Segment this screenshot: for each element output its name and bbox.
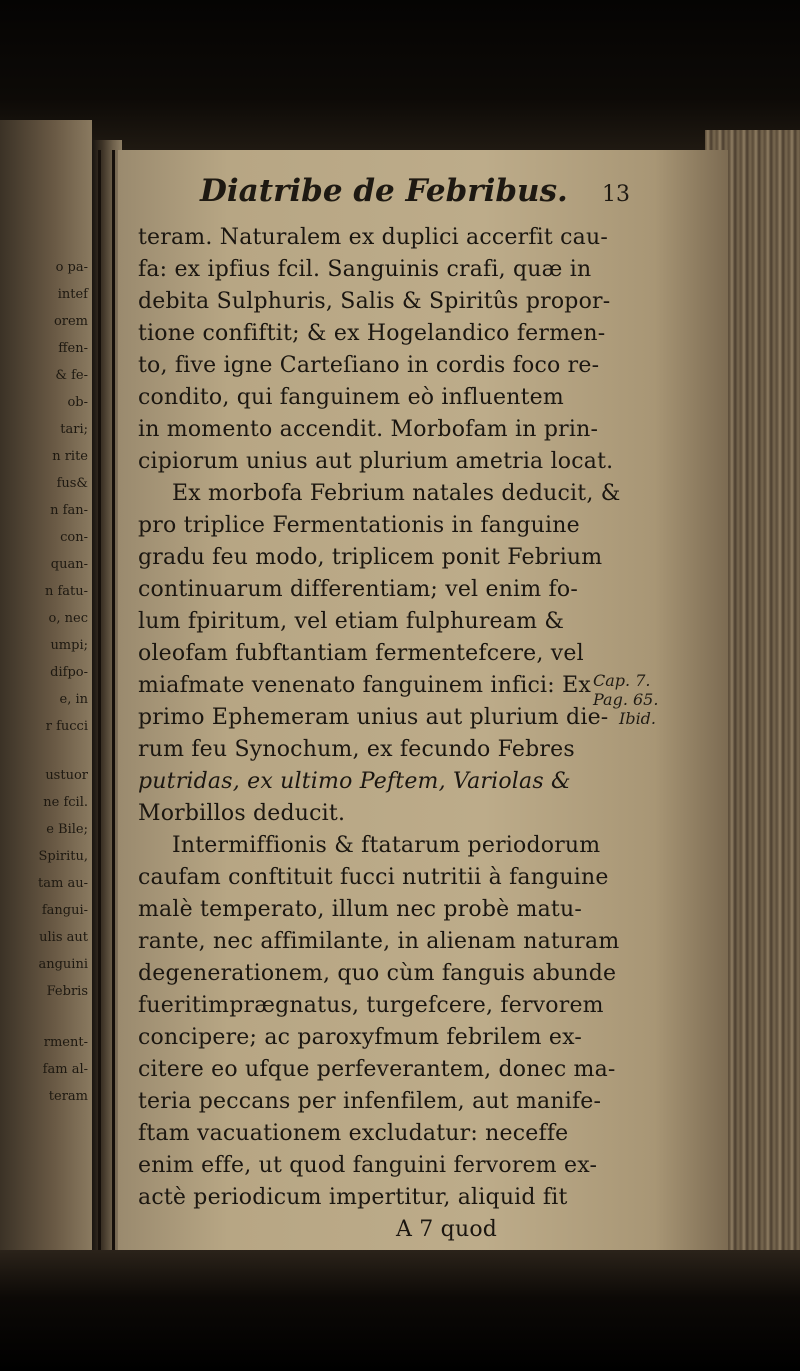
text-line: oleofam fubftantiam fermentefcere, vel xyxy=(138,641,584,666)
text-line: primo Ephemeram unius aut plurium die- xyxy=(138,705,609,730)
facing-page-fragment: anguini xyxy=(38,957,88,972)
text-line: to, five igne Carteſiano in cordis foco re- xyxy=(138,353,600,378)
facing-page-fragment: & fe- xyxy=(55,368,88,383)
text-line: malè temperato, illum nec probè matu- xyxy=(138,897,582,922)
text-line: ftam vacuationem excludatur: neceffe xyxy=(138,1121,569,1146)
facing-page-fragment: tam au- xyxy=(38,876,88,891)
book-bottom-shadow xyxy=(0,1250,800,1371)
facing-page-fragment: intef xyxy=(57,287,88,302)
facing-page-fragment: n rite xyxy=(52,449,88,464)
margin-note-line: Cap. 7. xyxy=(593,671,651,690)
facing-page-fragment: ob- xyxy=(67,395,88,410)
text-line: pro triplice Fermentationis in fanguine xyxy=(138,513,580,538)
facing-page-fragment: ne fcil. xyxy=(43,795,88,810)
facing-page-fragment: e Bile; xyxy=(46,822,88,837)
facing-page-fragment: n fatu- xyxy=(44,584,88,599)
facing-page-fragment: e, in xyxy=(59,692,88,707)
facing-page-fragment: Febris xyxy=(46,984,88,999)
facing-page-fragment: con- xyxy=(60,530,88,545)
text-line: concipere; ac paroxyfmum febrilem ex- xyxy=(138,1025,582,1050)
facing-page-fragment: rment- xyxy=(43,1035,88,1050)
text-line: tione confiftit; & ex Hogelandico fermen- xyxy=(138,321,606,346)
facing-page-fragment: difpo- xyxy=(50,665,88,680)
text-line: citere eo ufque perfeverantem, donec ma- xyxy=(138,1057,616,1082)
margin-note xyxy=(593,671,703,728)
facing-page-fragment: n fan- xyxy=(50,503,88,518)
margin-note-line: Pag. 65. xyxy=(593,690,659,709)
text-line: actè periodicum impertitur, aliquid fit xyxy=(138,1185,568,1210)
gutter-crease xyxy=(98,150,101,1250)
text-line: fa: ex ipfius fcil. Sanguinis crafi, quæ in xyxy=(138,257,592,282)
facing-page-fragment: fus& xyxy=(56,476,88,491)
facing-page-fragment: Spiritu, xyxy=(38,849,88,864)
catchword-line: A 7 quod xyxy=(396,1217,498,1242)
text-line: debita Sulphuris, Salis & Spiritûs propor- xyxy=(138,289,611,314)
text-line: condito, qui fanguinem eò influentem xyxy=(138,385,564,410)
facing-page-fragment: ulis aut xyxy=(39,930,88,945)
text-line: enim effe, ut quod fanguini fervorem ex- xyxy=(138,1153,598,1178)
facing-page-fragment: quan- xyxy=(50,557,88,572)
text-line: rante, nec affimilante, in alienam naturam xyxy=(138,929,620,954)
gutter-crease xyxy=(112,150,115,1250)
facing-page-fragment: ustuor xyxy=(45,768,88,783)
text-line: degenerationem, quo cùm fanguis abunde xyxy=(138,961,617,986)
text-line: teria peccans per infenfilem, aut manife- xyxy=(138,1089,602,1114)
facing-page-fragment: ffen- xyxy=(58,341,88,356)
text-line: putridas, ex ultimo Peftem, Variolas & xyxy=(138,769,571,794)
text-line: Ex morbofa Febrium natales deducit, & xyxy=(172,481,621,506)
facing-page-fragment: fangui- xyxy=(41,903,88,918)
text-line: in momento accendit. Morbofam in prin- xyxy=(138,417,599,442)
text-line: miafmate venenato fanguinem infici: Ex xyxy=(138,673,591,698)
body-text xyxy=(138,222,708,1246)
facing-page-fragment: o pa- xyxy=(55,260,88,275)
text-line: teram. Naturalem ex duplici accerfit cau- xyxy=(138,225,608,250)
text-line: fueritimprægnatus, turgefcere, fervorem xyxy=(138,993,604,1018)
facing-page-fragment: tari; xyxy=(60,422,88,437)
text-line: continuarum differentiam; vel enim fo- xyxy=(138,577,578,602)
margin-note-line: Ibid. xyxy=(619,709,657,728)
running-header xyxy=(200,173,630,209)
facing-page-fragment: umpi; xyxy=(50,638,88,653)
facing-page-fragment: fam al- xyxy=(42,1062,88,1077)
text-line: lum fpiritum, vel etiam fulphuream & xyxy=(138,609,565,634)
facing-page-fragment: o, nec xyxy=(48,611,88,626)
facing-page-fragment: r fucci xyxy=(45,719,88,734)
text-line: rum feu Synochum, ex fecundo Febres xyxy=(138,737,575,762)
text-line: cipiorum unius aut plurium ametria locat. xyxy=(138,449,614,474)
running-title: Diatribe de Febribus. xyxy=(200,173,568,209)
facing-page-edge xyxy=(0,120,92,1260)
facing-page-fragment: teram xyxy=(48,1089,88,1104)
page-number: 13 xyxy=(602,182,630,207)
text-line: Intermiffionis & ftatarum periodorum xyxy=(172,833,601,858)
text-line: gradu feu modo, triplicem ponit Febrium xyxy=(138,545,603,570)
text-line: caufam conftituit fucci nutritii à fanguine xyxy=(138,865,609,890)
facing-page-fragment: orem xyxy=(53,314,88,329)
text-line: Morbillos deducit. xyxy=(138,801,346,826)
